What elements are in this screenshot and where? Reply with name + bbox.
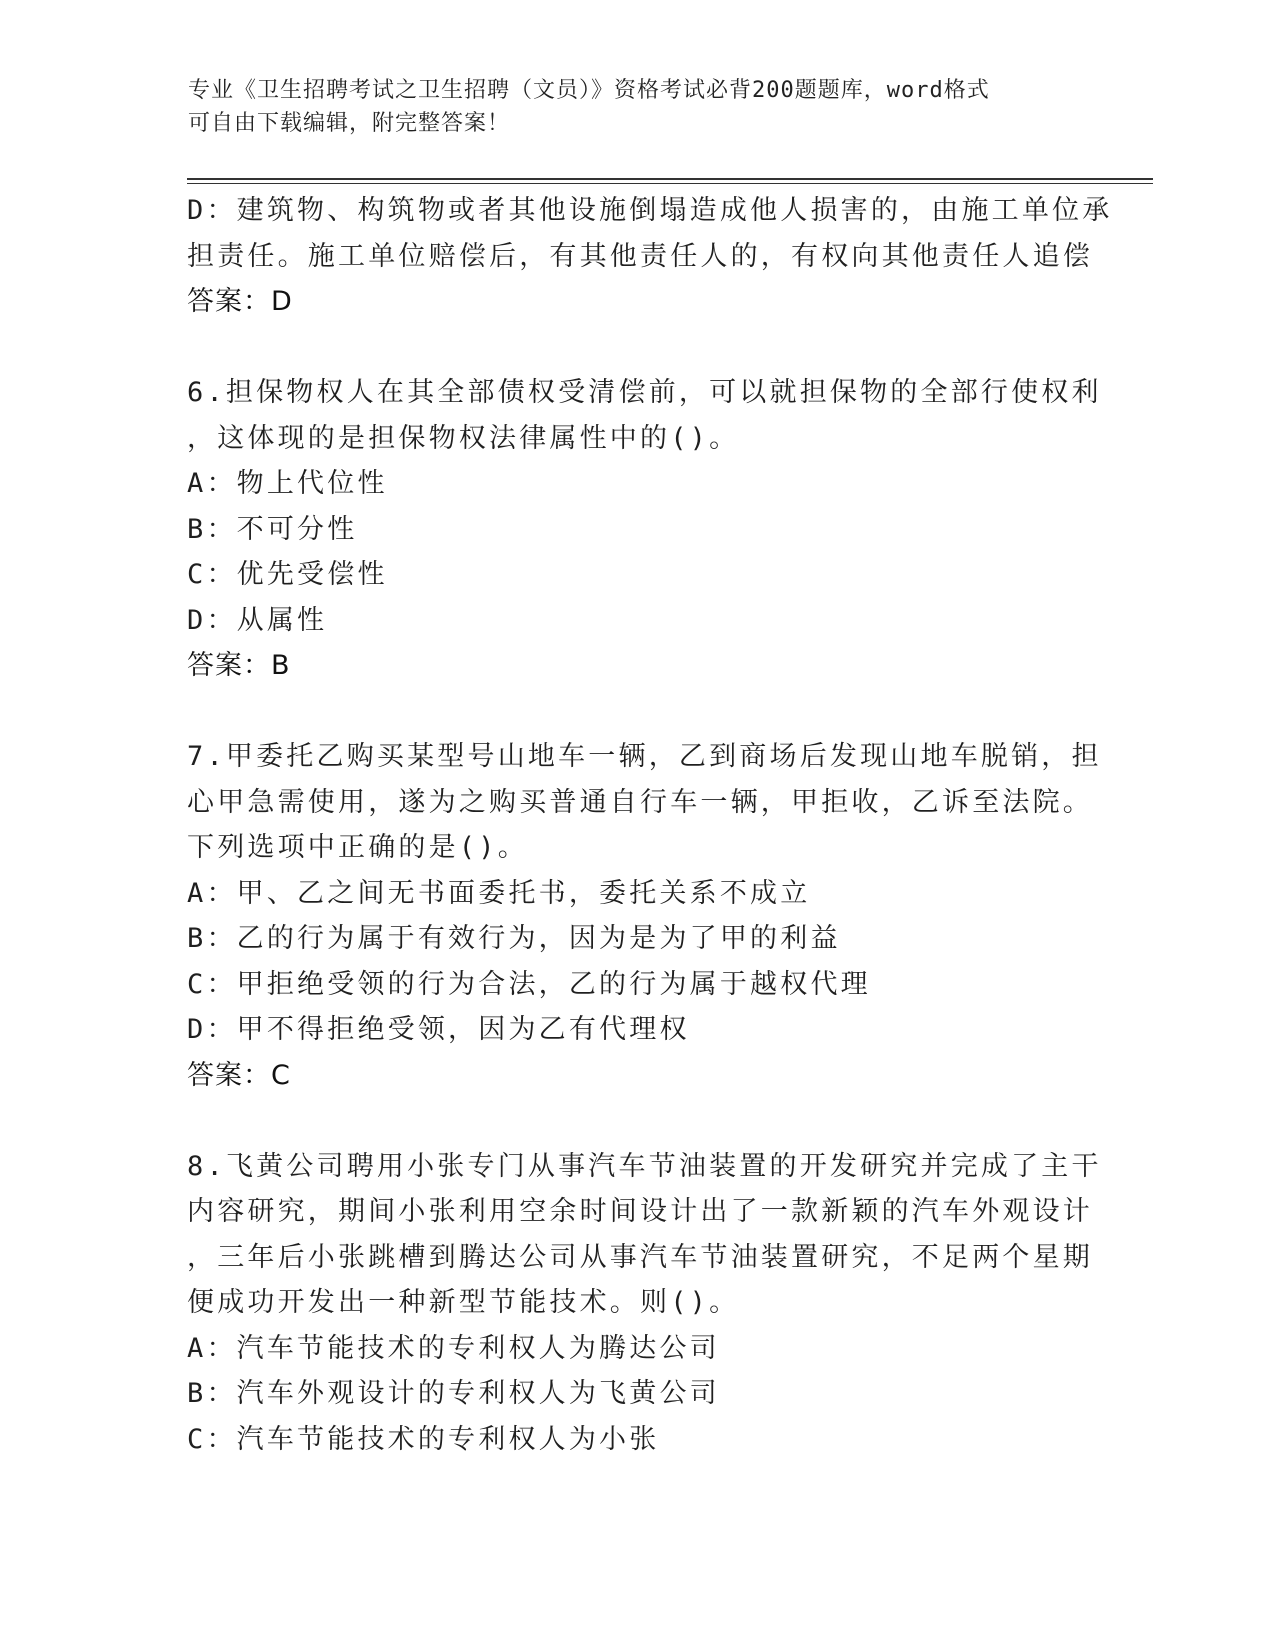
question-text-line: D：甲不得拒绝受领，因为乙有代理权 [187,1014,690,1045]
header-line-1: 专业《卫生招聘考试之卫生招聘（文员）》资格考试必背200题题库，word格式 [188,78,990,103]
question-text-line: C：优先受偿性 [187,559,388,590]
header-line-2: 可自由下载编辑，附完整答案！ [188,111,511,136]
header-divider-thick [187,178,1153,180]
question-text-line: B：不可分性 [187,513,358,545]
question-block [187,734,1102,1098]
question-text-line: 6.担保物权人在其全部债权受清偿前，可以就担保物的全部行使权利 [187,377,1102,408]
header-divider-thin [187,183,1153,184]
question-text-line: 心甲急需使用，遂为之购买普通自行车一辆，甲拒收，乙诉至法院。 [187,786,1093,818]
question-block [187,370,1102,689]
question-text-line: 7.甲委托乙购买某型号山地车一辆，乙到商场后发现山地车脱销，担 [187,741,1102,772]
question-text-line: 便成功开发出一种新型节能技术。则()。 [187,1287,740,1318]
question-text-line: ，这体现的是担保物权法律属性中的()。 [187,422,740,454]
question-text-line: A：物上代位性 [187,468,388,499]
page-header [188,74,1088,140]
question-text-line: 8.飞黄公司聘用小张专门从事汽车节油装置的开发研究并完成了主干 [187,1150,1102,1182]
question-text-line: 内容研究，期间小张利用空余时间设计出了一款新颖的汽车外观设计 [187,1196,1093,1227]
question-text-line: C：甲拒绝受领的行为合法，乙的行为属于越权代理 [187,968,871,1000]
question-text-line: B：乙的行为属于有效行为，因为是为了甲的利益 [187,923,841,954]
answer-line: 答案：C [187,1059,291,1091]
block-spacer [187,689,1087,735]
question-text-line: C：汽车节能技术的专利权人为小张 [187,1423,660,1455]
answer-line: 答案：B [187,650,291,681]
answer-line: 答案：D [187,286,293,317]
question-block [187,1144,1102,1463]
block-spacer [187,325,1087,371]
question-text-line: D：从属性 [187,604,328,636]
question-text-line: 下列选项中正确的是()。 [187,832,528,863]
question-text-line: A：汽车节能技术的专利权人为腾达公司 [187,1332,720,1364]
question-text-line: D：建筑物、构筑物或者其他设施倒塌造成他人损害的，由施工单位承 [187,195,1113,226]
question-text-line: ，三年后小张跳槽到腾达公司从事汽车节油装置研究，不足两个星期 [187,1241,1093,1273]
question-block [187,188,1113,325]
block-spacer [187,1098,1087,1144]
question-text-line: 担责任。施工单位赔偿后，有其他责任人的，有权向其他责任人追偿 [187,240,1093,272]
question-text-line: B：汽车外观设计的专利权人为飞黄公司 [187,1378,720,1409]
question-text-line: A：甲、乙之间无书面委托书，委托关系不成立 [187,877,811,909]
question-list [187,188,1113,1462]
